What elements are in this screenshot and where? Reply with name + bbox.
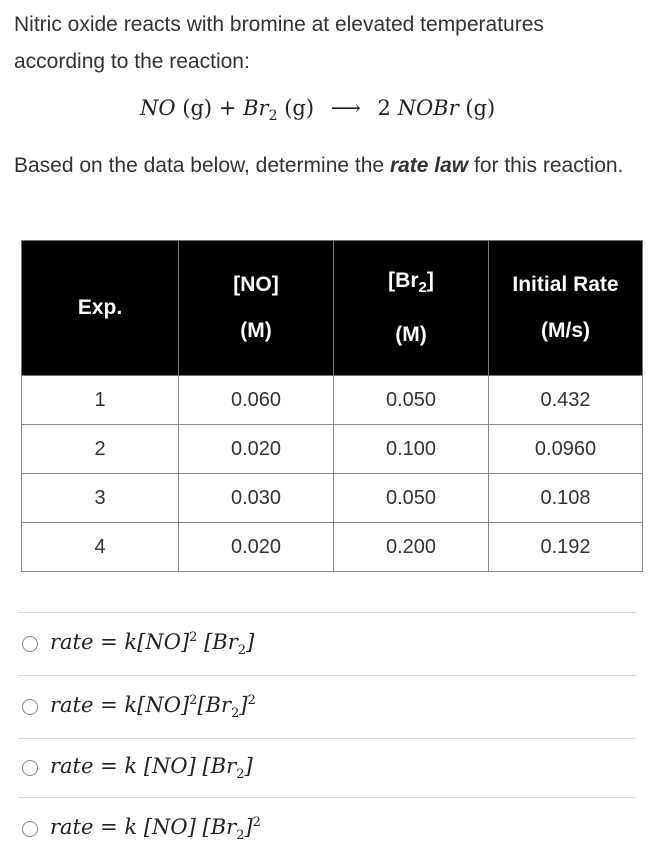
header-initial-rate: Initial Rate (M/s) [489, 241, 643, 376]
cell-exp: 1 [22, 376, 179, 425]
option-formula: rate = k [NO] $[Br_2]^2$ [50, 814, 261, 844]
answer-option-1[interactable] [18, 612, 636, 675]
table-row [22, 425, 643, 474]
cell-br2: 0.050 [334, 474, 489, 523]
product-state: (g) [465, 96, 496, 120]
table-row [22, 523, 643, 572]
reaction-equation [140, 96, 495, 124]
header-br2: $[Br_2]$ (M) [334, 241, 489, 376]
cell-rate: 0.432 [489, 376, 643, 425]
cell-no: 0.020 [179, 523, 334, 572]
cell-exp: 3 [22, 474, 179, 523]
product-coefficient: 2 [377, 96, 391, 120]
product-nobr: NOBr [397, 96, 459, 120]
cell-br2: 0.100 [334, 425, 489, 474]
question-after: for this reaction. [468, 154, 624, 177]
answer-option-4[interactable] [18, 797, 636, 860]
option-formula: rate = k [NO] $[Br_2]$ [50, 753, 253, 783]
answer-options [18, 612, 636, 860]
answer-option-2[interactable] [18, 675, 636, 738]
intro-text: Nitric oxide reacts with bromine at elevated temperatures according to the reaction: [14, 13, 544, 73]
option-formula: rate = $k[NO]^2[Br_2]^2$ [50, 692, 256, 722]
reactant-br: Br [243, 96, 269, 120]
reactant-no: NO [140, 96, 176, 120]
table-row [22, 474, 643, 523]
cell-rate: 0.192 [489, 523, 643, 572]
reactant-no-state: (g) [182, 96, 213, 120]
option-formula: rate = k[NO]$^2$ $[Br_2]$ [50, 629, 255, 659]
answer-option-3[interactable] [18, 738, 636, 797]
reactant-br-subscript: 2 [268, 108, 278, 125]
question-text [14, 148, 639, 184]
cell-exp: 2 [22, 425, 179, 474]
cell-no: 0.020 [179, 425, 334, 474]
cell-no: 0.060 [179, 376, 334, 425]
radio-button[interactable] [22, 699, 38, 715]
table-row [22, 376, 643, 425]
reactant-br-state: (g) [284, 96, 315, 120]
reaction-arrow: ⟶ [330, 96, 361, 120]
data-table [21, 240, 643, 572]
radio-button[interactable] [22, 636, 38, 652]
cell-exp: 4 [22, 523, 179, 572]
header-no: [NO] (M) [179, 241, 334, 376]
cell-rate: 0.108 [489, 474, 643, 523]
cell-rate: 0.0960 [489, 425, 643, 474]
radio-button[interactable] [22, 821, 38, 837]
cell-br2: 0.050 [334, 376, 489, 425]
table-header-row [22, 241, 643, 376]
plus-sign: + [218, 96, 237, 120]
cell-br2: 0.200 [334, 523, 489, 572]
question-before: Based on the data below, determine the [14, 154, 390, 177]
radio-button[interactable] [22, 760, 38, 776]
question-emphasis: rate law [389, 154, 469, 177]
header-exp: Exp. [22, 241, 179, 376]
cell-no: 0.030 [179, 474, 334, 523]
